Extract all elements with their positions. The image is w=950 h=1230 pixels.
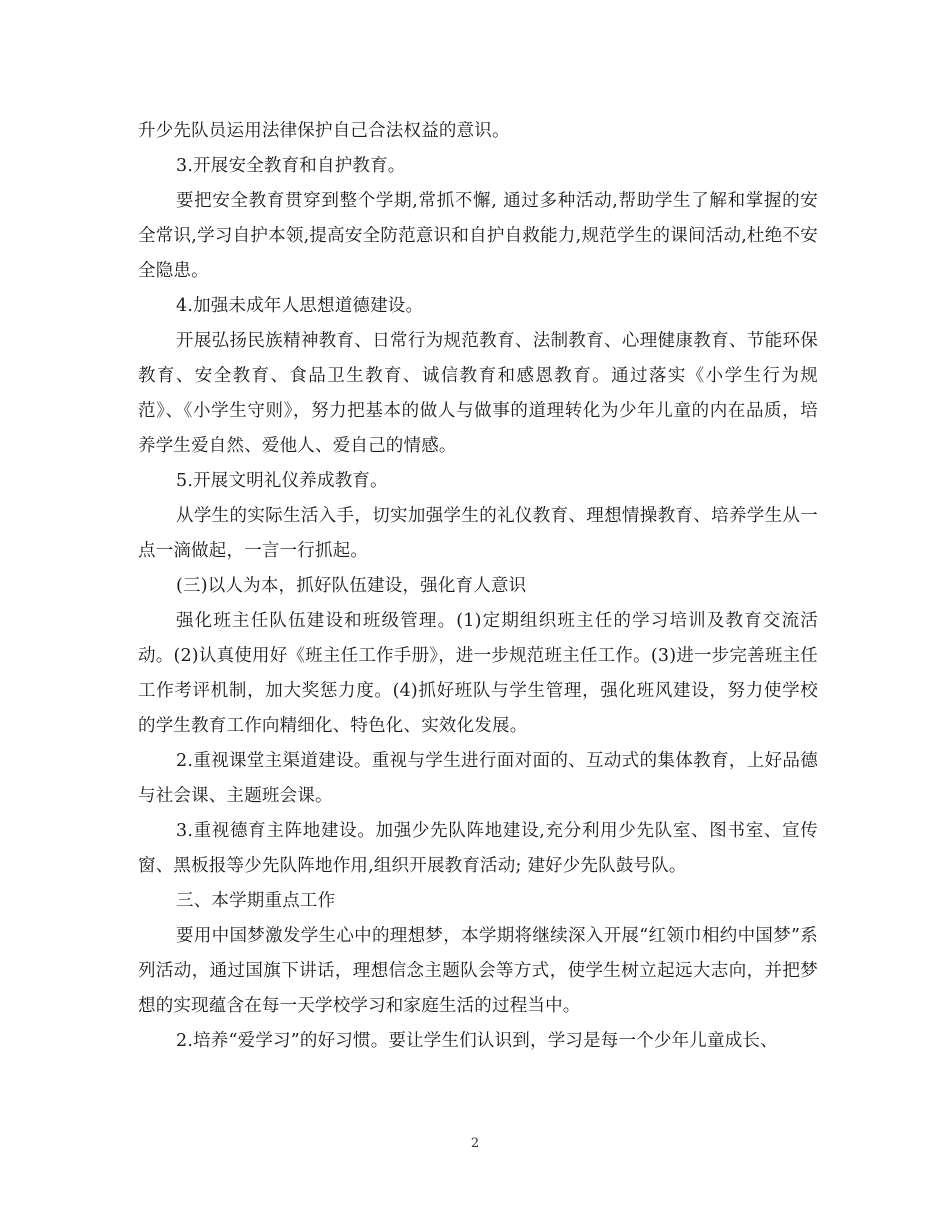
section-heading: 3.开展安全教育和自护教育。 [176,156,406,176]
paragraph: 3.重视德育主阵地建设。加强少先队阵地建设,充分利用少先队室、图书室、宣传窗、黑板报等少先队阵地作用,组织开展教育活动; 建好少先队鼓号队。 [138,821,818,876]
document-body [138,114,818,1059]
paragraph: 强化班主任队伍建设和班级管理。(1)定期组织班主任的学习培训及教育交流活动。(2)认真使用好《班主任工作手册》，进一步规范班主任工作。(3)进一步完善班主任工作考评机制，加大奖惩力度。(4)抓好班队与学生管理，强化班风建设，努力使学校的学生教育工作向精细化、特色化、实效化发展。 [138,611,818,736]
section-heading: (三)以人为本，抓好队伍建设，强化育人意识 [176,576,527,596]
paragraph: 从学生的实际生活入手，切实加强学生的礼仪教育、理想情操教育、培养学生从一点一滴做起，一言一行抓起。 [138,506,818,561]
paragraph: 要用中国梦激发学生心中的理想梦，本学期将继续深入开展“红领巾相约中国梦”系列活动，通过国旗下讲话，理想信念主题队会等方式，使学生树立起远大志向，并把梦想的实现蕴含在每一天学校学习和家庭生活的过程当中。 [138,926,818,1016]
paragraph: 2.培养“爱学习”的好习惯。要让学生们认识到，学习是每一个少年儿童成长、 [176,1031,778,1051]
paragraph: 要把安全教育贯穿到整个学期,常抓不懈, 通过多种活动,帮助学生了解和掌握的安全常识,学习自护本领,提高安全防范意识和自护自救能力,规范学生的课间活动,杜绝不安全隐患。 [138,191,818,281]
paragraph: 2.重视课堂主渠道建设。重视与学生进行面对面的、互动式的集体教育，上好品德与社会课、主题班会课。 [138,751,818,806]
section-heading: 4.加强未成年人思想道德建设。 [176,296,424,316]
section-heading: 三、本学期重点工作 [176,891,336,911]
section-heading: 5.开展文明礼仪养成教育。 [176,471,388,491]
page-number: 2 [470,1136,480,1151]
paragraph: 开展弘扬民族精神教育、日常行为规范教育、法制教育、心理健康教育、节能环保教育、安全教育、食品卫生教育、诚信教育和感恩教育。通过落实《小学生行为规范》、《小学生守则》，努力把基本的做人与做事的道理转化为少年儿童的内在品质，培养学生爱自然、爱他人、爱自己的情感。 [138,331,818,456]
paragraph: 升少先队员运用法律保护自己合法权益的意识。 [138,121,510,141]
